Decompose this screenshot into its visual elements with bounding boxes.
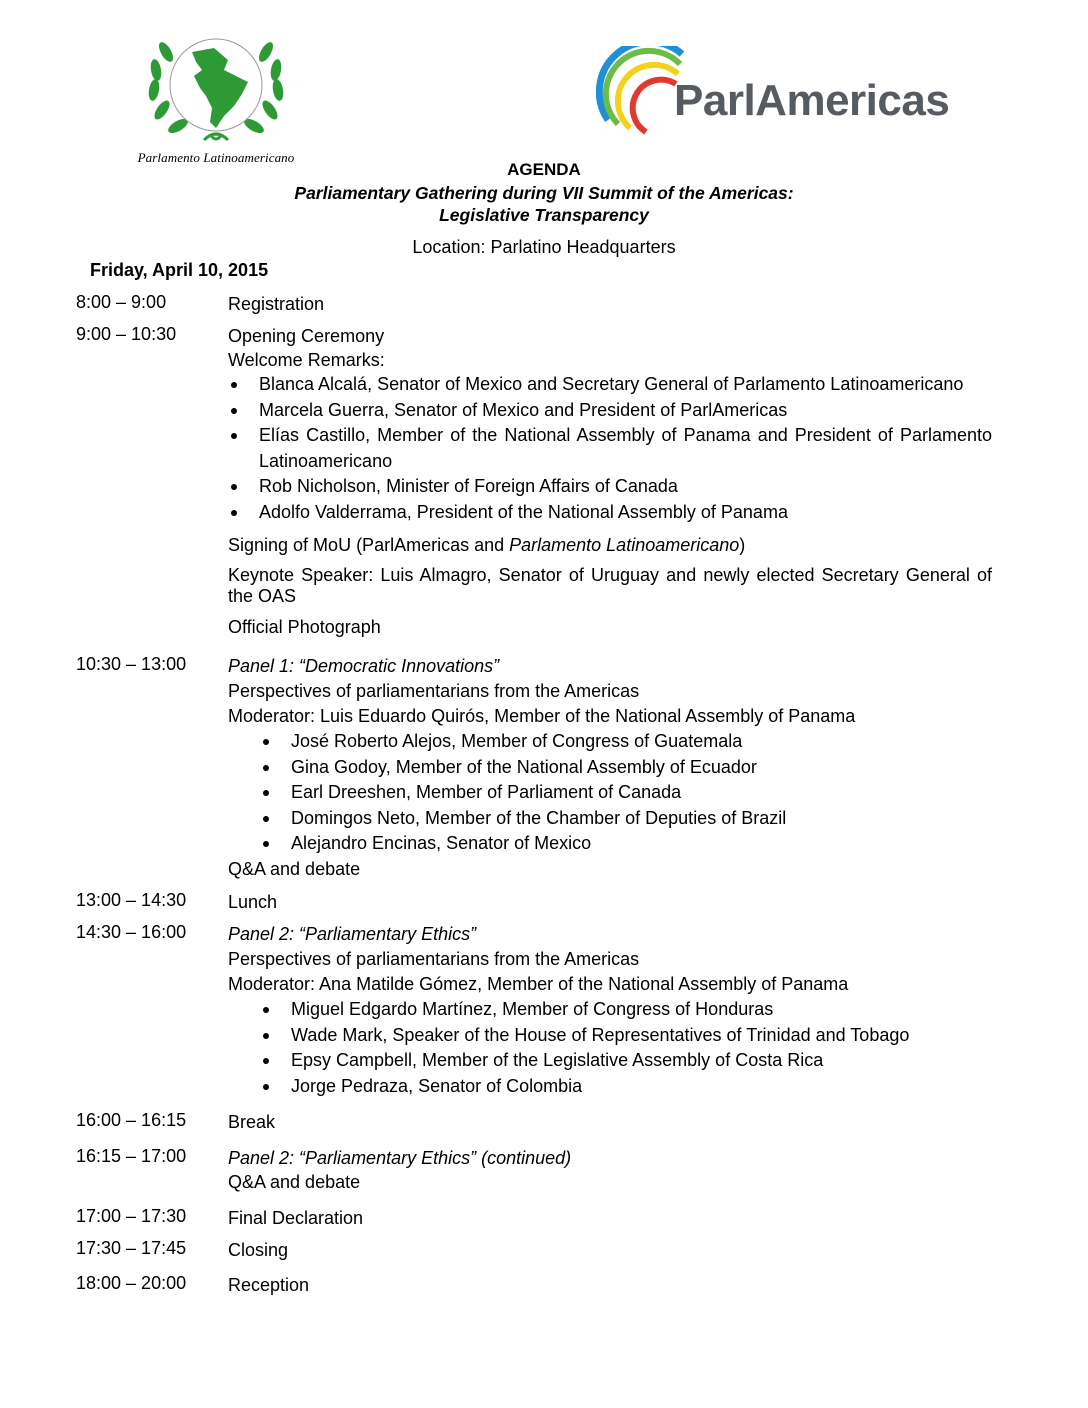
agenda-item: Lunch: [228, 892, 278, 912]
panelist-list: [228, 997, 992, 1099]
panel-2-content: [228, 922, 992, 1099]
subtitle-line-2: Legislative Transparency: [439, 205, 649, 225]
official-photograph: Official Photograph: [228, 617, 381, 637]
list-item: Domingos Neto, Member of the Chamber of Deputies of Brazil: [228, 806, 992, 832]
agenda-title: AGENDA: [507, 160, 581, 179]
list-item: Alejandro Encinas, Senator of Mexico: [228, 831, 992, 857]
keynote-speaker: Keynote Speaker: Luis Almagro, Senator of Uruguay and newly elected Secretary General of the OAS: [228, 565, 992, 606]
panelist-list: [228, 729, 992, 857]
list-item: Marcela Guerra, Senator of Mexico and President of ParlAmericas: [228, 398, 992, 424]
mou-signing: [228, 533, 992, 557]
mou-signing-suffix: ): [739, 535, 746, 555]
parlatino-logo-caption: Parlamento Latinoamericano: [137, 150, 295, 165]
time-slot: 9:00 – 10:30: [76, 324, 177, 344]
list-item: Epsy Campbell, Member of the Legislative Assembly of Costa Rica: [228, 1048, 992, 1074]
time-slot: 18:00 – 20:00: [76, 1273, 187, 1293]
time-slot: 16:00 – 16:15: [76, 1110, 187, 1130]
parlamericas-logo: [596, 46, 976, 156]
time-slot: 14:30 – 16:00: [76, 922, 187, 942]
panel-title: Panel 1: “Democratic Innovations”: [228, 656, 500, 676]
agenda-item: Break: [228, 1112, 276, 1132]
subtitle-line-1: Parliamentary Gathering during VII Summit of the Americas:: [294, 183, 794, 203]
list-item: Elías Castillo, Member of the National Assembly of Panama and President of Parlamento Latinoamericano: [228, 423, 992, 474]
event-subtitle: [0, 182, 1088, 226]
panel-2-continued-content: [228, 1146, 992, 1194]
qa-debate: Q&A and debate: [228, 1172, 361, 1192]
time-slot: 8:00 – 9:00: [76, 292, 167, 312]
panel-1-content: [228, 654, 992, 882]
list-item: Rob Nicholson, Minister of Foreign Affairs of Canada: [228, 474, 992, 500]
agenda-item: Final Declaration: [228, 1208, 364, 1228]
laurel-globe-icon: [144, 30, 288, 148]
mou-signing-italic: Parlamento Latinoamericano: [509, 535, 740, 555]
perspectives: Perspectives of parliamentarians from the Americas: [228, 949, 640, 969]
location: Location: Parlatino Headquarters: [412, 237, 676, 257]
panel-title: Panel 2: “Parliamentary Ethics” (continued): [228, 1148, 572, 1168]
parlatino-logo: [118, 30, 314, 170]
time-slot: 16:15 – 17:00: [76, 1146, 187, 1166]
list-item: Gina Godoy, Member of the National Assembly of Ecuador: [228, 755, 992, 781]
list-item: José Roberto Alejos, Member of Congress of Guatemala: [228, 729, 992, 755]
welcome-remarks-label: Welcome Remarks:: [228, 350, 385, 370]
agenda-item: Registration: [228, 294, 325, 314]
agenda-item: Reception: [228, 1275, 310, 1295]
list-item: Blanca Alcalá, Senator of Mexico and Secretary General of Parlamento Latinoamericano: [228, 372, 992, 398]
list-item: Earl Dreeshen, Member of Parliament of Canada: [228, 780, 992, 806]
parlamericas-wordmark: ParlAmericas: [674, 76, 950, 125]
welcome-speaker-list: [228, 372, 992, 525]
agenda-item: Closing: [228, 1240, 289, 1260]
moderator: Moderator: Ana Matilde Gómez, Member of the National Assembly of Panama: [228, 974, 849, 994]
date-heading: Friday, April 10, 2015: [90, 260, 269, 280]
time-slot: 17:30 – 17:45: [76, 1238, 187, 1258]
list-item: Adolfo Valderrama, President of the National Assembly of Panama: [228, 500, 992, 526]
panel-title: Panel 2: “Parliamentary Ethics”: [228, 924, 477, 944]
opening-content: [228, 324, 992, 639]
time-slot: 10:30 – 13:00: [76, 654, 187, 674]
opening-title: Opening Ceremony: [228, 326, 385, 346]
list-item: Jorge Pedraza, Senator of Colombia: [228, 1074, 992, 1100]
time-slot: 13:00 – 14:30: [76, 890, 187, 910]
mou-signing-text: Signing of MoU (ParlAmericas and: [228, 535, 510, 555]
qa-debate: Q&A and debate: [228, 858, 361, 879]
perspectives: Perspectives of parliamentarians from the Americas: [228, 681, 640, 701]
moderator: Moderator: Luis Eduardo Quirós, Member of the National Assembly of Panama: [228, 706, 856, 726]
arcs-icon: [596, 46, 686, 156]
time-slot: 17:00 – 17:30: [76, 1206, 187, 1226]
list-item: Miguel Edgardo Martínez, Member of Congress of Honduras: [228, 997, 992, 1023]
list-item: Wade Mark, Speaker of the House of Representatives of Trinidad and Tobago: [228, 1023, 992, 1049]
